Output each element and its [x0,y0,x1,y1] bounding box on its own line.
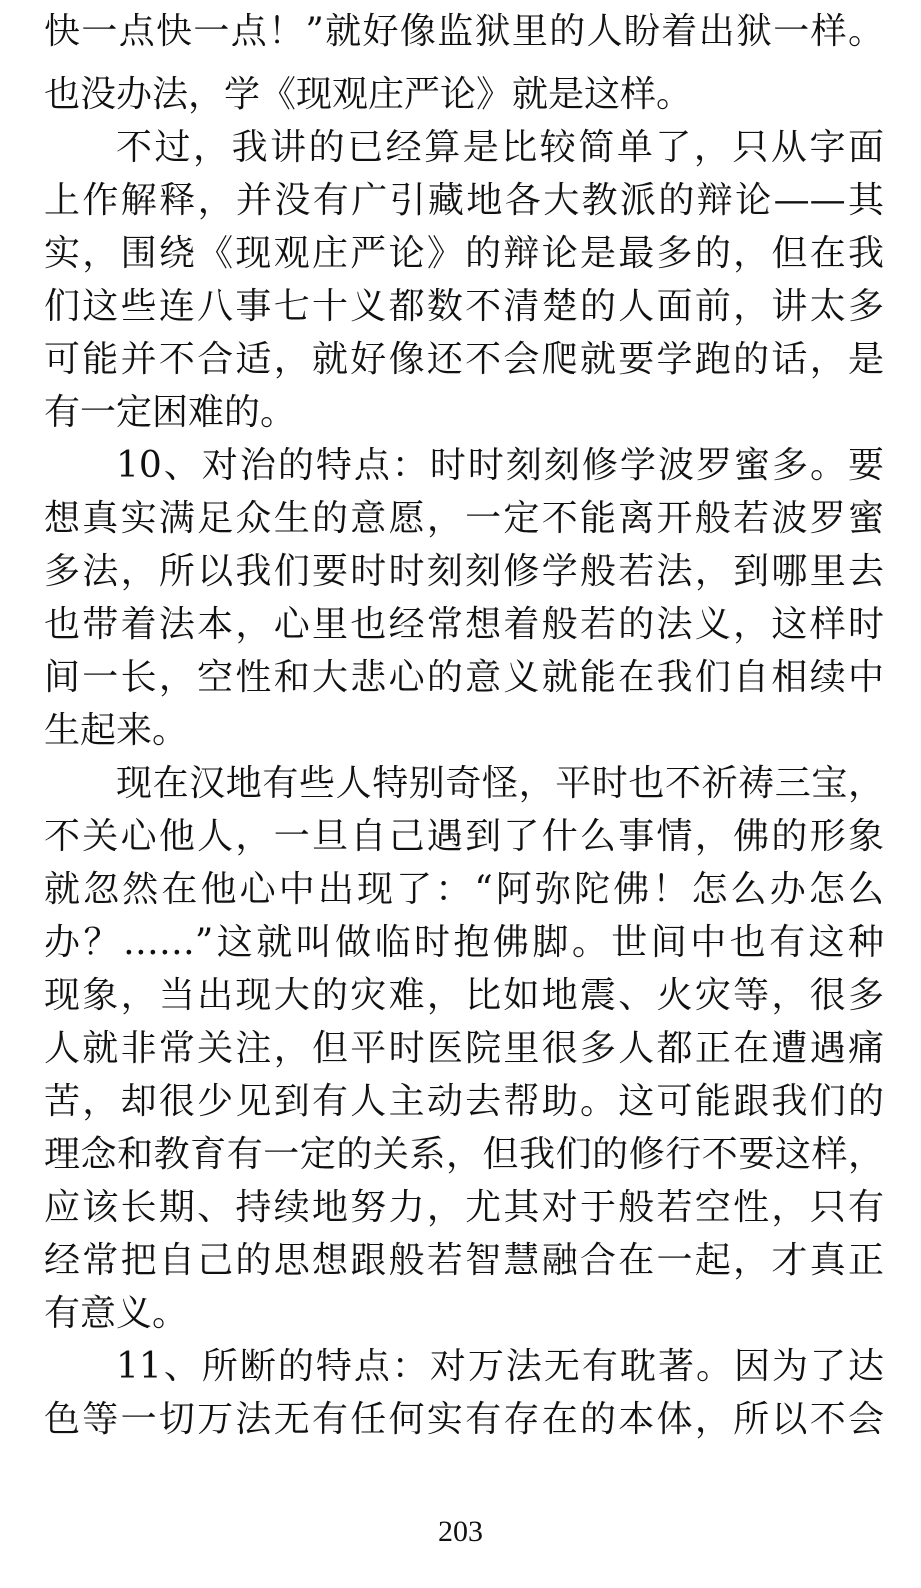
text-line-24: 经常把自己的思想跟般若智慧融合在一起，才真正 [44,1240,884,1281]
text-line-19: 现象，当出现大的灾难，比如地震、火灾等，很多 [44,975,884,1016]
text-line-10: 想真实满足众生的意愿，一定不能离开般若波罗蜜 [44,498,884,539]
text-line-13: 间一长，空性和大悲心的意义就能在我们自相续中 [44,657,884,698]
text-line-17: 就忽然在他心中出现了：“阿弥陀佛！怎么办怎么 [44,869,884,910]
text-line-14: 生起来。 [44,710,189,751]
text-line-16: 不关心他人，一旦自己遇到了什么事情，佛的形象 [44,816,884,857]
text-line-2: 也没办法，学《现观庄严论》就是这样。 [44,74,693,115]
text-line-8: 有一定困难的。 [44,392,297,433]
text-line-3: 不过，我讲的已经算是比较简单了，只从字面 [116,127,884,168]
text-line-7: 可能并不合适，就好像还不会爬就要学跑的话，是 [44,339,884,380]
text-line-22: 理念和教育有一定的关系，但我们的修行不要这样， [44,1134,884,1175]
text-line-1: 快一点快一点！”就好像监狱里的人盼着出狱一样。 [44,11,884,52]
text-line-18: 办？……”这就叫做临时抱佛脚。世间中也有这种 [44,922,884,963]
text-line-25: 有意义。 [44,1293,189,1334]
page-number: 203 [438,1515,483,1548]
text-line-15: 现在汉地有些人特别奇怪，平时也不祈祷三宝， [116,763,884,804]
text-line-20: 人就非常关注，但平时医院里很多人都正在遭遇痛 [44,1028,884,1069]
text-line-27: 色等一切万法无有任何实有存在的本体，所以不会 [44,1399,884,1440]
text-line-21: 苦，却很少见到有人主动去帮助。这可能跟我们的 [44,1081,884,1122]
text-line-26: 11、所断的特点：对万法无有耽著。因为了达 [116,1346,884,1387]
text-line-4: 上作解释，并没有广引藏地各大教派的辩论——其 [44,180,884,221]
text-line-6: 们这些连八事七十义都数不清楚的人面前，讲太多 [44,286,884,327]
text-line-12: 也带着法本，心里也经常想着般若的法义，这样时 [44,604,884,645]
text-line-9: 10、对治的特点：时时刻刻修学波罗蜜多。要 [116,445,884,486]
text-line-23: 应该长期、持续地努力，尤其对于般若空性，只有 [44,1187,884,1228]
text-line-5: 实，围绕《现观庄严论》的辩论是最多的，但在我 [44,233,884,274]
text-line-11: 多法，所以我们要时时刻刻修学般若法，到哪里去 [44,551,884,592]
